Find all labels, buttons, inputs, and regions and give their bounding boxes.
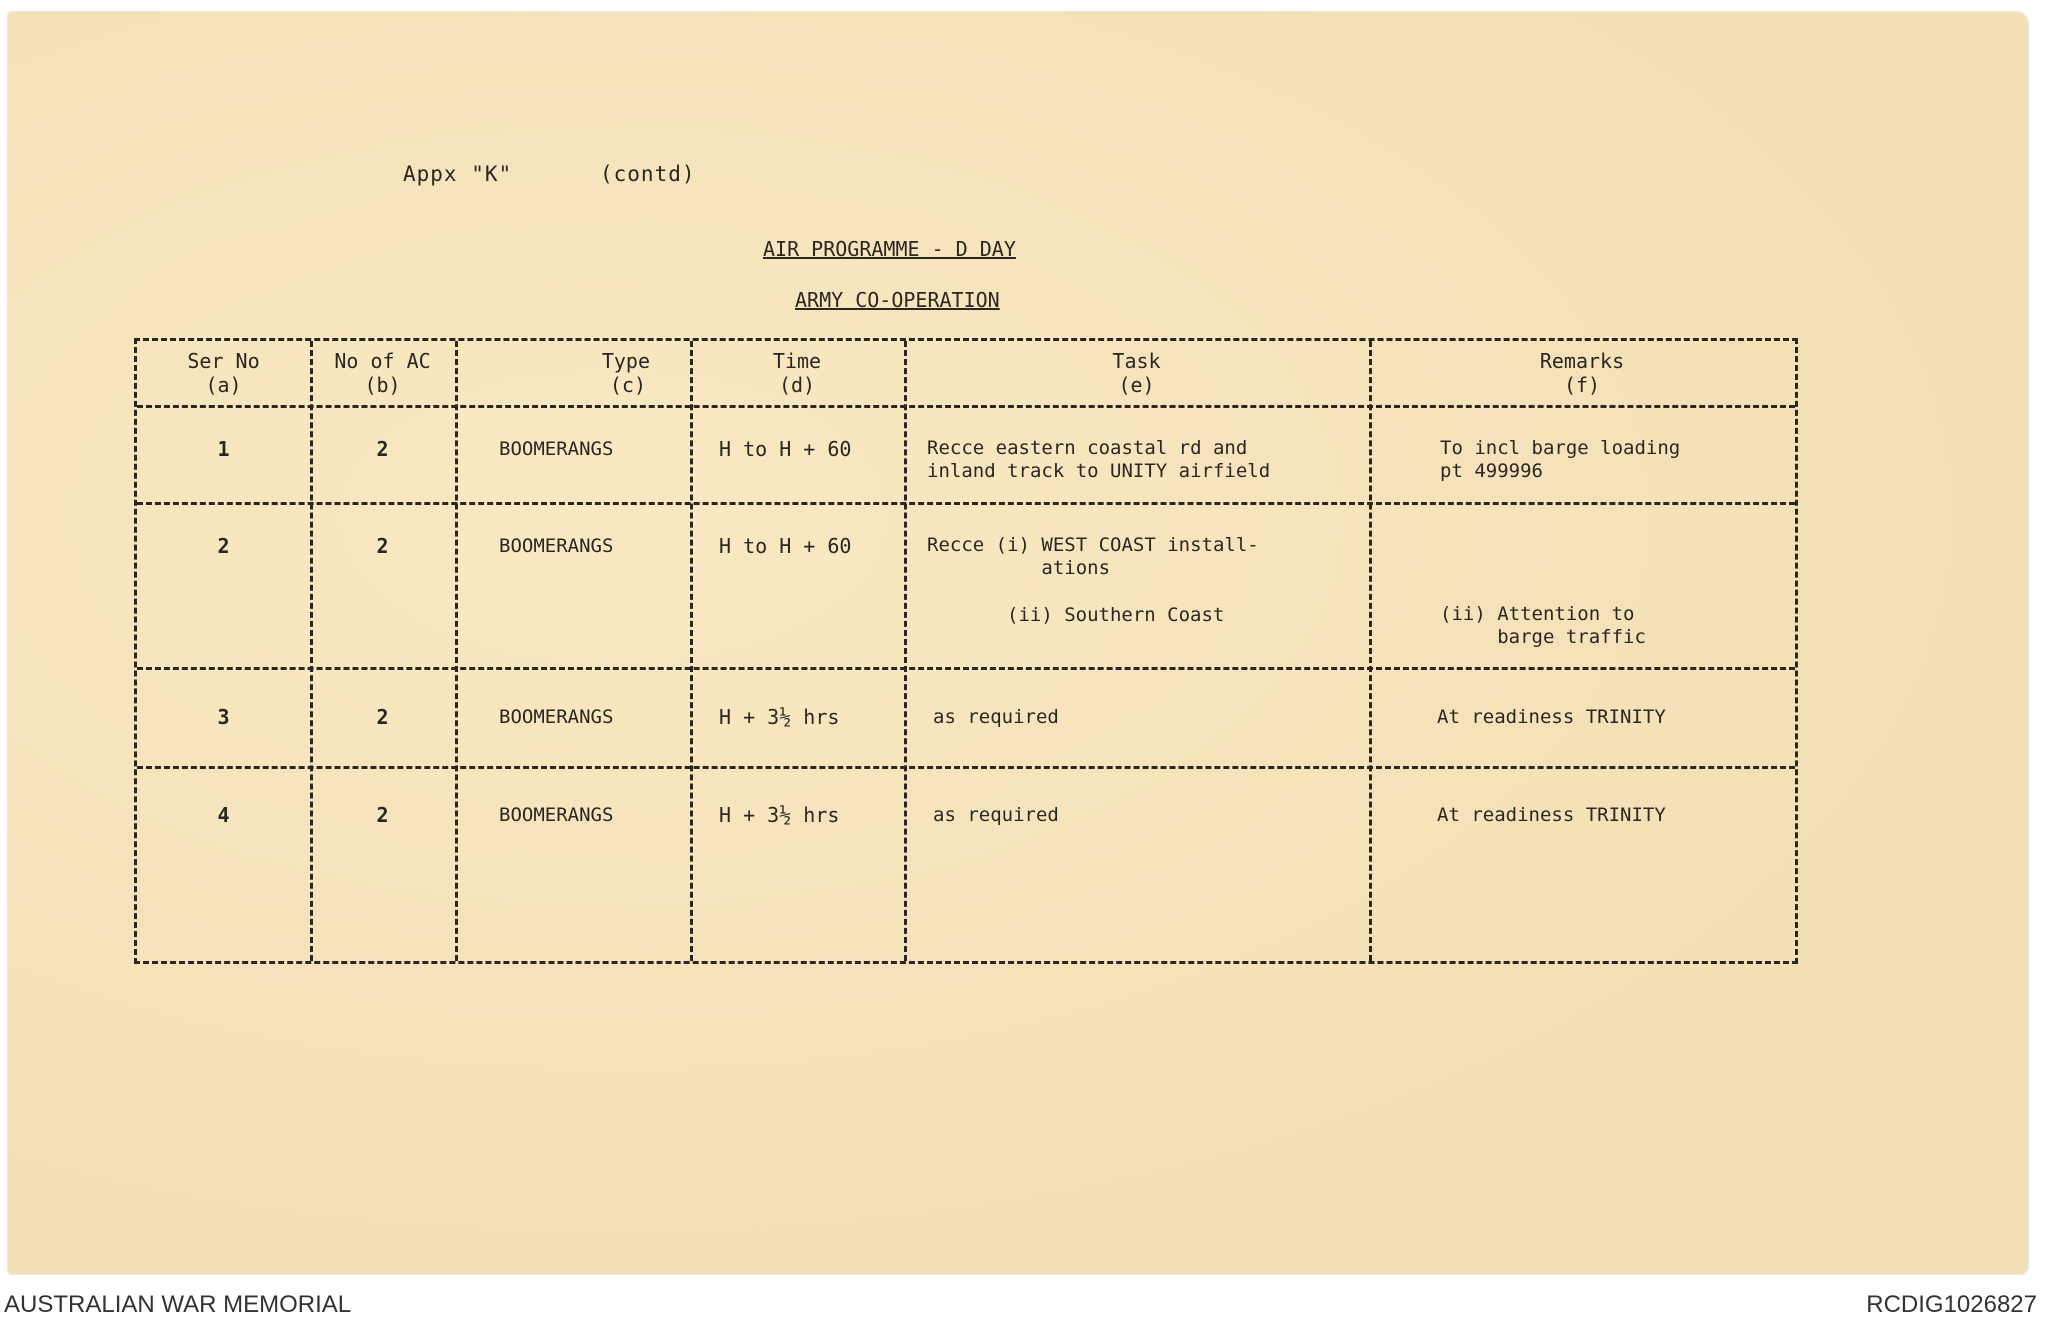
row4-ser-no: 4 [217,803,230,827]
row2-remarks-part2: (ii) Attention to barge traffic [1440,603,1646,648]
column-divider [455,341,458,961]
row4-type: BOOMERANGS [499,804,614,826]
row1-task: Recce eastern coastal rd and inland track to UNITY airfield [927,437,1271,482]
row2-task: Recce (i) WEST COAST install- ations [927,534,1259,579]
document-page [8,12,2028,1274]
row3-time: H + 3½ hrs [719,705,840,729]
row3-remarks: At readiness TRINITY [1437,706,1666,728]
header-time: Time (d) [772,349,822,397]
row4-time: H + 3½ hrs [719,803,840,827]
header-task: Task (e) [1112,349,1161,397]
air-programme-table [134,338,1798,964]
row2-no-of-ac: 2 [376,534,389,558]
column-divider [1369,341,1372,961]
footer-catalogue-id: RCDIG1026827 [1866,1291,2037,1318]
row2-time: H to H + 60 [719,534,852,558]
row3-no-of-ac: 2 [376,705,389,729]
row-divider [137,667,1795,670]
document-title: AIR PROGRAMME - D DAY [763,237,1016,261]
row2-task-part2: (ii) Southern Coast [1007,604,1225,626]
document-subtitle: ARMY CO-OPERATION [795,288,1000,312]
appendix-label: Appx "K" [403,162,513,186]
archive-footer [0,1275,2047,1335]
row4-no-of-ac: 2 [376,803,389,827]
header-remarks: Remarks (f) [1539,349,1625,397]
footer-institution: AUSTRALIAN WAR MEMORIAL [4,1291,352,1318]
row4-task: as required [933,804,1059,826]
row1-time: H to H + 60 [719,437,852,461]
row3-ser-no: 3 [217,705,230,729]
column-divider [904,341,907,961]
row1-type: BOOMERANGS [499,438,614,460]
row3-task: as required [933,706,1059,728]
row-divider [137,405,1795,408]
row4-remarks: At readiness TRINITY [1437,804,1666,826]
row1-no-of-ac: 2 [376,437,389,461]
column-divider [690,341,693,961]
row-divider [137,502,1795,505]
row1-ser-no: 1 [217,437,230,461]
appendix-contd: (contd) [600,162,696,186]
row-divider [137,766,1795,769]
header-ser-no: Ser No (a) [187,349,260,397]
row2-type: BOOMERANGS [499,535,614,557]
header-no-of-ac: No of AC (b) [334,349,431,397]
column-divider [310,341,313,961]
row2-ser-no: 2 [217,534,230,558]
row3-type: BOOMERANGS [499,706,614,728]
header-type: Type (c) [601,349,650,397]
row1-remarks: To incl barge loading pt 499996 [1440,437,1681,482]
